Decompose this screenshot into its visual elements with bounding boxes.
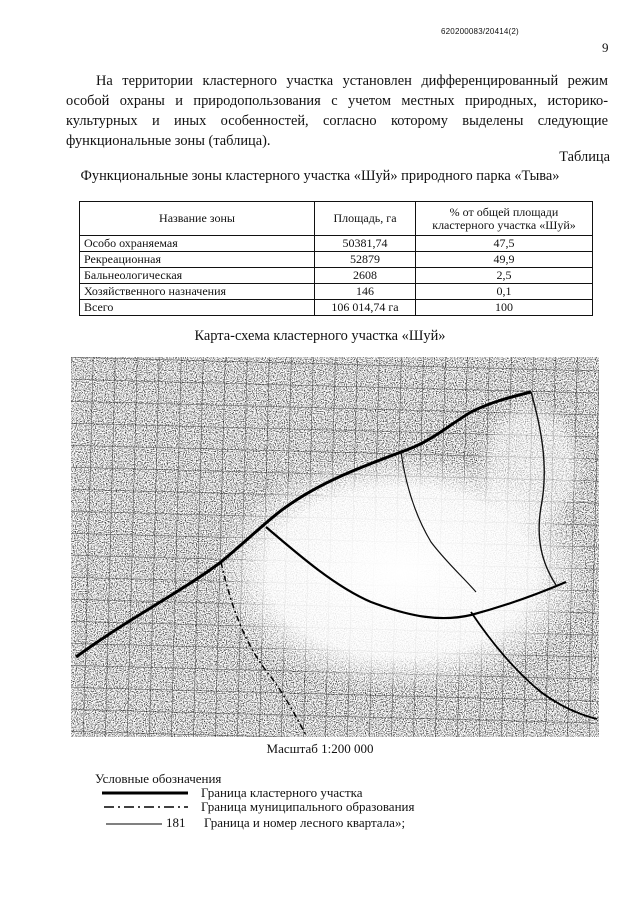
header-zone-name: Название зоны xyxy=(80,202,315,236)
intro-paragraph: На территории кластерного участка установлен дифференцированный режим особой охраны и природопользования с учетом местных природных, историко-культурных и иных особенностей, согласно которому выделены следующие функциональные зоны (таблица). xyxy=(66,73,608,149)
table-total-row xyxy=(80,300,593,316)
legend-title: Условные обозначения xyxy=(95,771,222,786)
municipal-boundary-line xyxy=(100,801,190,813)
area-cell: 2608 xyxy=(315,268,416,284)
table-title: Функциональные зоны кластерного участка «Шуй» природного парка «Тыва» xyxy=(80,168,560,184)
zone-name-cell: Особо охраняемая xyxy=(80,236,315,252)
zone-name-cell: Бальнеологическая xyxy=(80,268,315,284)
legend-number: 181 xyxy=(166,815,186,830)
percent-cell: 2,5 xyxy=(416,268,593,284)
table-row xyxy=(80,284,593,300)
legend-label: Граница муниципального образования xyxy=(201,799,415,814)
map-title: Карта-схема кластерного участка «Шуй» xyxy=(194,328,446,344)
area-cell: 50381,74 xyxy=(315,236,416,252)
table-row xyxy=(80,268,593,284)
header-area: Площадь, га xyxy=(315,202,416,236)
cluster-boundary-line xyxy=(100,787,190,799)
zone-name-cell: Рекреационная xyxy=(80,252,315,268)
area-cell: 106 014,74 га xyxy=(315,300,416,316)
map-scale: Масштаб 1:200 000 xyxy=(266,741,374,756)
table-row xyxy=(80,236,593,252)
legend-item xyxy=(100,799,520,815)
page-number: 9 xyxy=(602,40,609,55)
document-code: 620200083/20414(2) xyxy=(441,27,519,36)
area-cell: 52879 xyxy=(315,252,416,268)
header-percent: % от общей площади кластерного участка «Шуй» xyxy=(416,202,593,236)
map-image xyxy=(71,357,599,737)
table-header-row xyxy=(80,202,593,236)
legend-label: Граница кластерного участка xyxy=(201,785,363,800)
percent-cell: 49,9 xyxy=(416,252,593,268)
legend-item xyxy=(100,815,520,831)
percent-cell: 100 xyxy=(416,300,593,316)
zones-table xyxy=(79,201,593,316)
percent-cell: 0,1 xyxy=(416,284,593,300)
legend-label: Граница и номер лесного квартала»; xyxy=(204,815,406,830)
percent-cell: 47,5 xyxy=(416,236,593,252)
table-label: Таблица xyxy=(559,149,610,165)
table-row xyxy=(80,252,593,268)
area-cell: 146 xyxy=(315,284,416,300)
zone-name-cell: Хозяйственного назначения xyxy=(80,284,315,300)
zone-name-cell: Всего xyxy=(80,300,315,316)
